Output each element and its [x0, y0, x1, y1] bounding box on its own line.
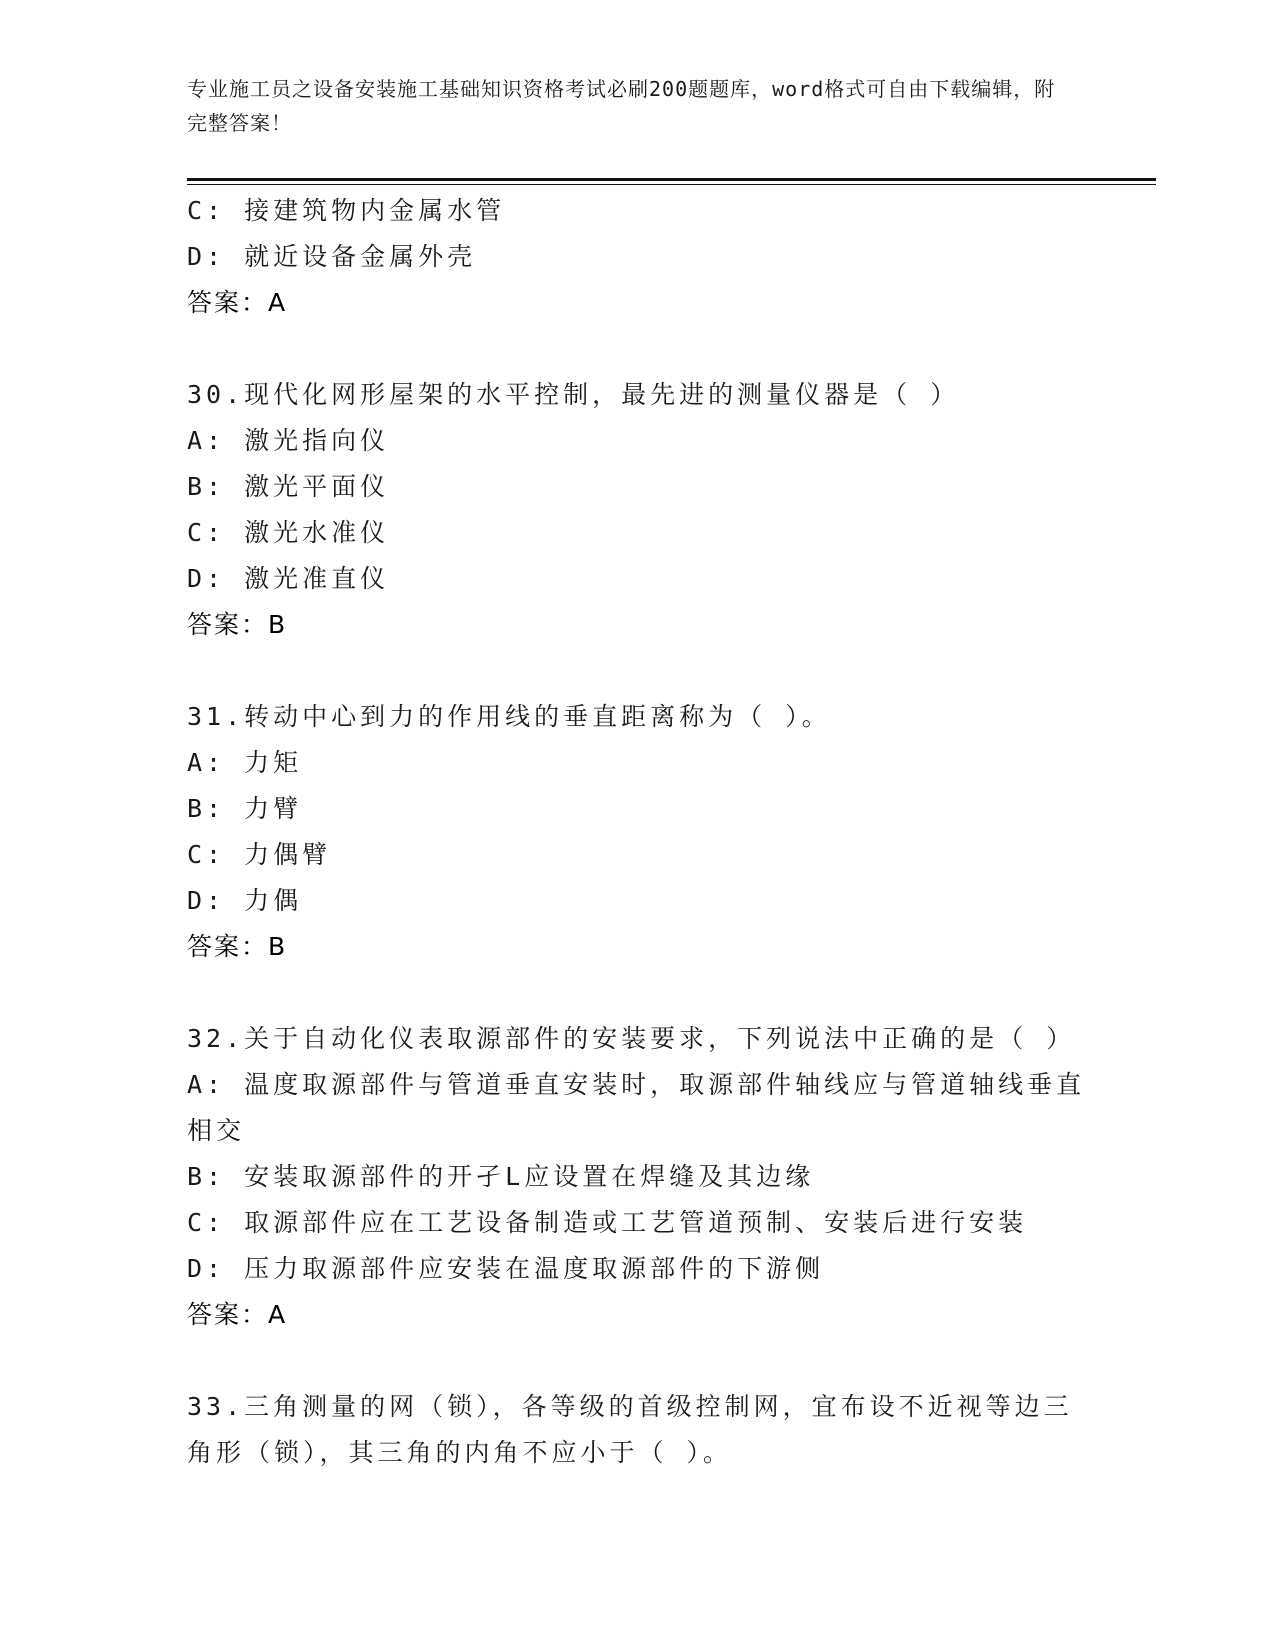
- document-header: 专业施工员之设备安装施工基础知识资格考试必刷200题题库，word格式可自由下载编辑，附完整答案！: [187, 77, 1056, 135]
- option-d: D: 激光准直仪: [187, 564, 390, 593]
- option-c: C: 力偶臂: [187, 840, 332, 869]
- question-31: [187, 694, 1087, 970]
- question-stem: 33.三角测量的网（锁），各等级的首级控制网，宜布设不近视等边三角形（锁），其三角的内角不应小于（ ）。: [187, 1392, 1073, 1467]
- option-d: D: 力偶: [187, 886, 303, 915]
- option-a: A: 温度取源部件与管道垂直安装时，取源部件轴线应与管道轴线垂直相交: [187, 1070, 1086, 1145]
- question-stem: 31.转动中心到力的作用线的垂直距离称为（ ）。: [187, 702, 831, 731]
- spacer: [187, 648, 1087, 694]
- previous-question-continuation: [187, 188, 1087, 326]
- spacer: [187, 326, 1087, 372]
- spacer: [187, 1338, 1087, 1384]
- question-stem: 30.现代化网形屋架的水平控制，最先进的测量仪器是（ ）: [187, 380, 960, 409]
- question-stem: 32.关于自动化仪表取源部件的安装要求，下列说法中正确的是（ ）: [187, 1024, 1076, 1053]
- option-b: B: 安装取源部件的开孑L应设置在焊缝及其边缘: [187, 1162, 815, 1191]
- question-33: [187, 1384, 1087, 1476]
- option-d: D: 就近设备金属外壳: [187, 242, 477, 271]
- answer-line: 答案：B: [187, 932, 288, 961]
- option-a: A: 激光指向仪: [187, 426, 390, 455]
- answer-line: 答案：B: [187, 610, 288, 639]
- header-rule-thick: [187, 178, 1156, 181]
- option-c: C: 激光水准仪: [187, 518, 390, 547]
- question-content: [187, 188, 1087, 1476]
- question-32: [187, 1016, 1087, 1338]
- answer-line: 答案：A: [187, 288, 288, 317]
- spacer: [187, 970, 1087, 1016]
- option-b: B: 激光平面仪: [187, 472, 390, 501]
- option-c: C: 接建筑物内金属水管: [187, 196, 506, 225]
- option-c: C: 取源部件应在工艺设备制造或工艺管道预制、安装后进行安装: [187, 1208, 1028, 1237]
- question-30: [187, 372, 1087, 648]
- option-d: D: 压力取源部件应安装在温度取源部件的下游侧: [187, 1254, 825, 1283]
- header-rule-thin: [187, 184, 1156, 185]
- answer-line: 答案：A: [187, 1300, 288, 1329]
- option-b: B: 力臂: [187, 794, 303, 823]
- option-a: A: 力矩: [187, 748, 303, 777]
